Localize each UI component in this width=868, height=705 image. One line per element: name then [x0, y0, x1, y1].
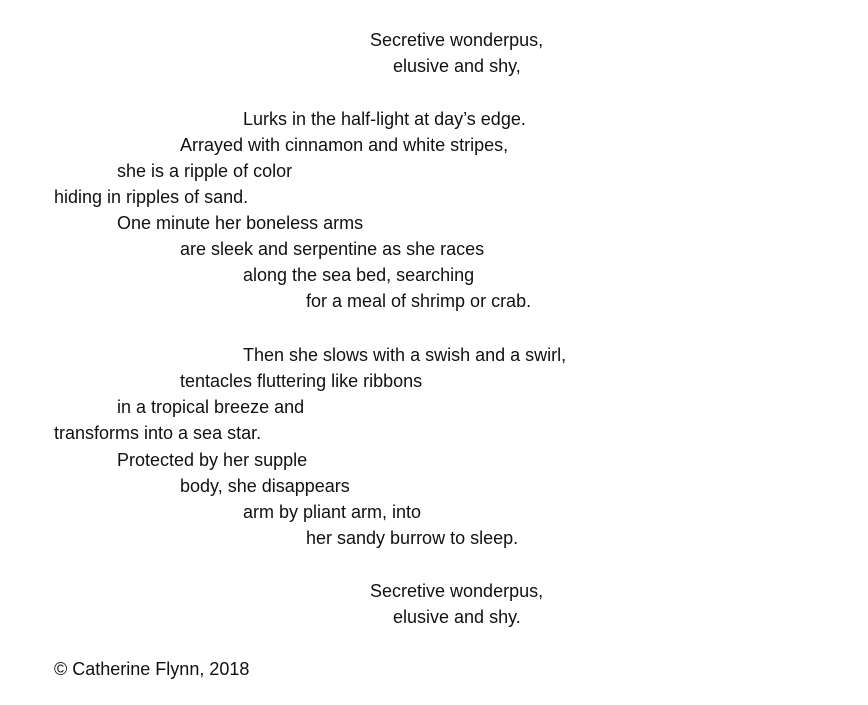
stanza-1-line-6: are sleek and serpentine as she races	[180, 239, 485, 259]
stanza-2-line-3: in a tropical breeze and	[117, 397, 305, 417]
stanza-2-line-7: arm by pliant arm, into	[243, 502, 422, 522]
stanza-1-line-8: for a meal of shrimp or crab.	[306, 291, 532, 311]
stanza-1-line-3: she is a ripple of color	[117, 161, 293, 181]
stanza-2-line-6: body, she disappears	[180, 476, 350, 496]
copyright-notice: © Catherine Flynn, 2018	[54, 659, 250, 679]
stanza-1-line-5: One minute her boneless arms	[117, 213, 364, 233]
refrain-close-line-2: elusive and shy.	[393, 607, 521, 627]
stanza-2-line-8: her sandy burrow to sleep.	[306, 528, 519, 548]
stanza-2-line-4: transforms into a sea star.	[54, 423, 262, 443]
stanza-1-line-1: Lurks in the half-light at day’s edge.	[243, 109, 526, 129]
stanza-2-line-5: Protected by her supple	[117, 450, 308, 470]
refrain-open-line-1: Secretive wonderpus,	[370, 30, 544, 50]
stanza-1-line-7: along the sea bed, searching	[243, 265, 475, 285]
stanza-2-line-1: Then she slows with a swish and a swirl,	[243, 345, 567, 365]
stanza-1-line-2: Arrayed with cinnamon and white stripes,	[180, 135, 509, 155]
stanza-1-line-4: hiding in ripples of sand.	[54, 187, 249, 207]
refrain-close-line-1: Secretive wonderpus,	[370, 581, 544, 601]
stanza-2-line-2: tentacles fluttering like ribbons	[180, 371, 423, 391]
refrain-open-line-2: elusive and shy,	[393, 56, 521, 76]
